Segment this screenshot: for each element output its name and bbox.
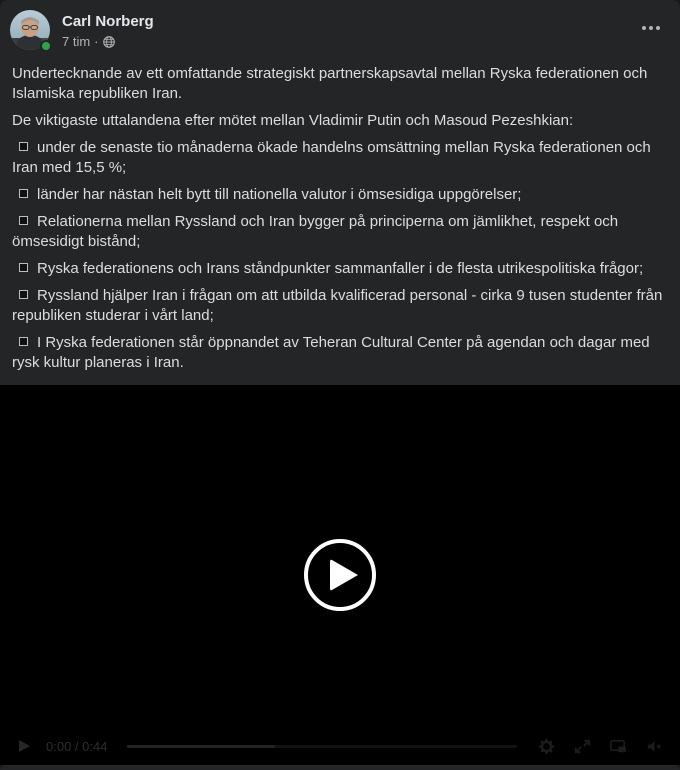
time-display: 0:00 / 0:44 <box>46 738 108 754</box>
progress-loaded <box>127 745 275 748</box>
bullet-square-icon <box>19 189 28 198</box>
post-text-line: De viktigaste uttalandena efter mötet mellan Vladimir Putin och Masoud Pezeshkian: <box>12 112 574 129</box>
avatar[interactable] <box>10 10 50 50</box>
next-card-edge <box>0 765 680 770</box>
progress-bar[interactable] <box>127 745 517 748</box>
post-text <box>0 60 680 383</box>
post-text-line: under de senaste tio månaderna ökade handelns omsättning mellan Ryska federationen och Iran med 15,5 %; <box>12 139 651 176</box>
ellipsis-icon <box>642 26 646 30</box>
post-text-line: Ryska federationens och Irans ståndpunkter sammanfaller i de flesta utrikespolitiska frågor; <box>37 260 644 277</box>
post-header <box>0 0 680 60</box>
post-text-line: Undertecknande av ett omfattande strategiskt partnerskapsavtal mellan Ryska federationen och Islamiska republiken Iran. <box>12 65 648 102</box>
video-player[interactable] <box>0 385 680 765</box>
post-bullet-item <box>12 138 668 178</box>
post-text-line: länder har nästan helt bytt till nationella valutor i ömsesidiga uppgörelser; <box>37 186 522 203</box>
post-bullet-item <box>12 286 668 326</box>
volume-muted-icon[interactable] <box>645 737 664 756</box>
post-bullet-item <box>12 333 668 373</box>
header-text <box>62 10 664 50</box>
post-paragraph <box>12 64 668 104</box>
post-bullet-item <box>12 259 668 279</box>
bullet-square-icon <box>19 290 28 299</box>
bullet-square-icon <box>19 337 28 346</box>
settings-gear-icon[interactable] <box>537 737 556 756</box>
online-status-dot <box>40 40 52 52</box>
meta-separator: · <box>94 34 99 49</box>
post-bullet-item <box>12 185 668 205</box>
fullscreen-expand-icon[interactable] <box>573 737 592 756</box>
video-controls-bar <box>0 733 680 759</box>
video-control-icons <box>537 737 664 756</box>
post-bullet-item <box>12 212 668 252</box>
bullet-square-icon <box>19 142 28 151</box>
post-text-line: Ryssland hjälper Iran i frågan om att utbilda kvalificerad personal - cirka 9 tusen studenter från republiken studerar i vårt land; <box>12 287 663 324</box>
post-text-line: Relationerna mellan Ryssland och Iran bygger på principerna om jämlikhet, respekt och ömsesidigt bistånd; <box>12 213 619 250</box>
post-paragraph <box>12 111 668 131</box>
post-meta <box>62 34 664 50</box>
author-name[interactable]: Carl Norberg <box>62 13 154 30</box>
play-icon[interactable] <box>16 738 32 754</box>
globe-public-icon <box>103 36 115 48</box>
post-text-line: I Ryska federationen står öppnandet av Teheran Cultural Center på agendan och dagar med rysk kultur planeras i Iran. <box>12 334 650 371</box>
post-options-button[interactable] <box>640 20 662 36</box>
picture-in-picture-icon[interactable] <box>609 737 628 756</box>
timestamp[interactable]: 7 tim <box>62 34 91 49</box>
bullet-square-icon <box>19 263 28 272</box>
big-play-button[interactable] <box>302 537 378 613</box>
bullet-square-icon <box>19 216 28 225</box>
